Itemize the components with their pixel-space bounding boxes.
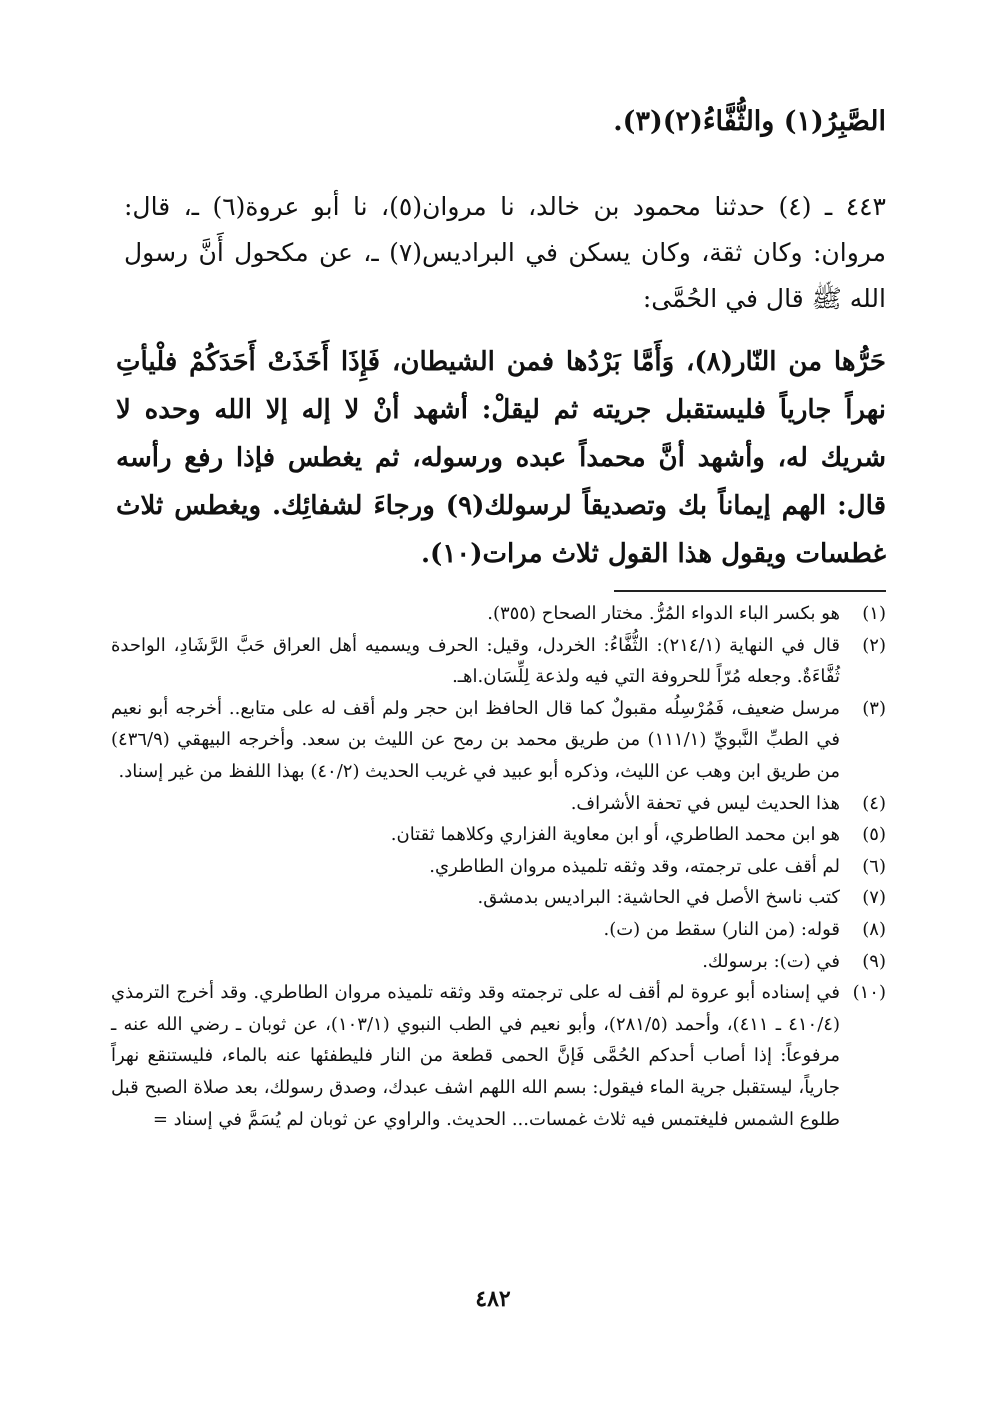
section-heading: الصَّبِرُ(١) والثُّفَّاءُ(٢)(٣). bbox=[613, 106, 886, 137]
footnote-8 bbox=[111, 914, 886, 946]
footnote-number: (٦) bbox=[862, 855, 886, 877]
footnote-separator bbox=[614, 590, 886, 592]
footnote-number: (٩) bbox=[862, 950, 886, 972]
footnote-number: (٧) bbox=[862, 887, 886, 909]
footnote-7 bbox=[111, 882, 886, 914]
footnote-text: لم أقف على ترجمته، وقد وثقه تلميذه مروان الطاطري. bbox=[429, 855, 840, 877]
footnote-number: (١) bbox=[862, 603, 886, 624]
footnote-text: هو ابن محمد الطاطري، أو ابن معاوية الفزاري وكلاهما ثقتان. bbox=[390, 824, 840, 846]
page-number: ٤٨٢ bbox=[475, 1286, 511, 1312]
footnote-text: كتب ناسخ الأصل في الحاشية: البراديس بدمشق. bbox=[477, 887, 840, 909]
footnote-text: هو بكسر الباء الدواء المُرُّ. مختار الصحاح (٣٥٥). bbox=[487, 603, 840, 624]
footnote-text: في إسناده أبو عروة لم أقف له على ترجمته وقد وثقه تلميذه مروان الطاطري. وقد أخرج الترمذي (٤١٠/٤ ـ ٤١١)، وأحمد (٢٨١/٥)، وأبو نعيم في الطب النبوي (١٠٣/١)، عن ثوبان ـ رضي الله عنه ـ مرفوعاً: إذا أصاب أحدكم الحُمَّى فَإنَّ الحمى قطعة من النار فليطفئها عنه بالماء، فليستنقع نهراً جارياً، ليستقبل جرية الماء فيقول: بسم الله اللهم اشف عبدك، وصدق رسولك، بعد صلاة الصبح قبل طلوع الشمس فليغتمس فيه ثلاث غمسات... الحديث. والراوي عن ثوبان لم يُسَمَّ في إسناد = bbox=[111, 982, 840, 1130]
footnote-number: (٨) bbox=[862, 918, 886, 940]
footnote-number: (٢) bbox=[862, 634, 886, 656]
footnote-number: (٤) bbox=[862, 792, 886, 814]
footnote-text: هذا الحديث ليس في تحفة الأشراف. bbox=[570, 792, 840, 814]
footnote-text: في (ت): برسولك. bbox=[702, 950, 840, 972]
hadith-matn: حَرُّها من النّار(٨)، وَأَمَّا بَرْدُها فمن الشيطان، فَإِذَا أَخَذَتْ أَحَدَكُمْ فلْيأتِ نهراً جارياً فليستقبل جريته ثم ليقلْ: أشهد أنْ لا إله إلا الله وحده لا شريك له، وأشهد أنَّ محمداً عبده ورسوله، ثم يغطس فإذا رفع رأسه قال: الهم إيماناً بك وتصديقاً لرسولك(٩) ورجاءَ لشفائِك. ويغطس ثلاث غطسات ويقول هذا القول ثلاث مرات(١٠). bbox=[116, 347, 886, 569]
footnote-2 bbox=[111, 630, 886, 693]
footnote-3 bbox=[111, 693, 886, 788]
footnote-9 bbox=[111, 946, 886, 978]
footnote-number: (٥) bbox=[862, 824, 886, 846]
hadith-isnad: ٤٤٣ ـ (٤) حدثنا محمود بن خالد، نا مروان(٥)، نا أبو عروة(٦) ـ، قال: مروان: وكان ثقة، وكان يسكن في البراديس(٧) ـ، عن مكحول أَنَّ رسول الله ﷺ قال في الحُمَّى: bbox=[124, 192, 886, 313]
footnote-text: مرسل ضعيف، فَمُرْسِلُه مقبولٌ كما قال الحافظ ابن حجر ولم أقف له على متابع.. أخرجه أبو نعيم في الطبِّ النَّبويِّ (١١١/١) من طريق محمد بن رمح عن الليث بن سعد. وأخرجه البيهقي (٤٣٦/٩) من طريق ابن وهب عن الليث، وذكره أبو عبيد في غريب الحديث (٤٠/٢) بهذا اللفظ من غير إسناد. bbox=[111, 697, 840, 782]
footnote-4 bbox=[111, 788, 886, 820]
footnote-text: قوله: (من النار) سقط من (ت). bbox=[603, 918, 840, 940]
footnote-6 bbox=[111, 851, 886, 883]
footnotes bbox=[111, 598, 886, 1135]
footnote-number: (١٠) bbox=[852, 982, 886, 1004]
footnote-number: (٣) bbox=[862, 697, 886, 719]
footnote-10 bbox=[111, 977, 886, 1135]
footnote-text: قال في النهاية (٢١٤/١): الثُّفَّاءُ: الخردل، وقيل: الحرف ويسميه أهل العراق حَبَّ الرَّشَادِ، الواحدة ثُفَّاءَةٌ. وجعله مُرّاً للحروفة التي فيه ولذعة لِلِّسَان.اهـ. bbox=[111, 634, 840, 688]
footnote-1 bbox=[111, 598, 886, 630]
footnote-5 bbox=[111, 819, 886, 851]
